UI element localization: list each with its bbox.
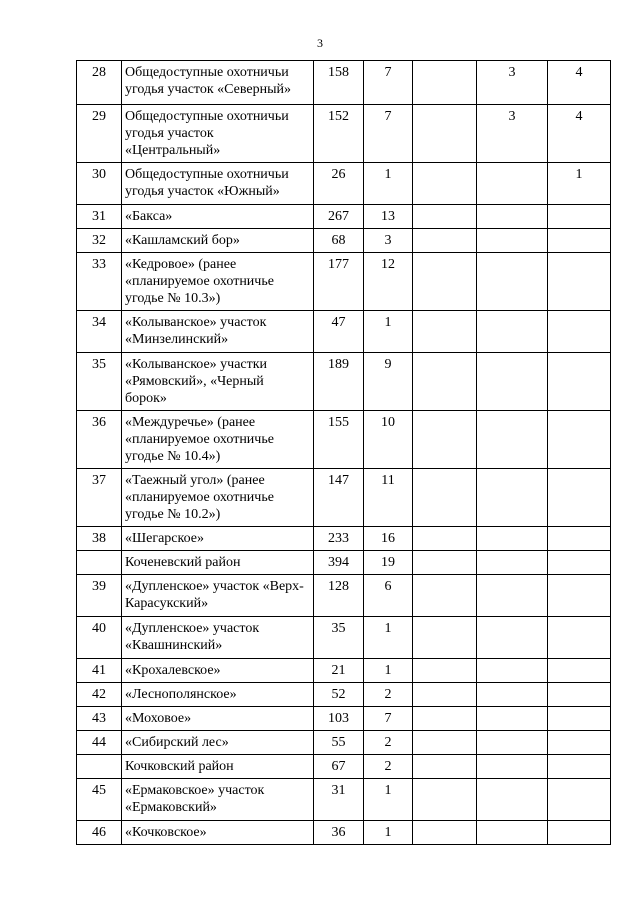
value-cell-5: 1 [548,163,611,205]
value-cell-3 [413,659,477,683]
row-number-cell: 36 [77,411,122,469]
ground-name-cell: «Дупленское» участок «Верх-Карасукский» [122,575,314,617]
row-number-cell: 43 [77,707,122,731]
value-cell-1: 52 [314,683,364,707]
table-row [77,253,611,311]
value-cell-3 [413,617,477,659]
value-cell-2: 7 [364,707,413,731]
ground-name-cell: «Таежный угол» (ранее «планируемое охотничье угодье № 10.2») [122,469,314,527]
row-number-cell: 40 [77,617,122,659]
value-cell-3 [413,205,477,229]
ground-name-cell: Общедоступные охотничьи угодья участок «Южный» [122,163,314,205]
value-cell-1: 31 [314,779,364,821]
row-number-cell: 33 [77,253,122,311]
value-cell-1: 47 [314,311,364,353]
value-cell-5: 4 [548,105,611,163]
row-number-cell: 37 [77,469,122,527]
value-cell-1: 147 [314,469,364,527]
value-cell-5 [548,411,611,469]
value-cell-1: 152 [314,105,364,163]
value-cell-4 [477,253,548,311]
ground-name-cell: «Сибирский лес» [122,731,314,755]
value-cell-4 [477,353,548,411]
value-cell-1: 233 [314,527,364,551]
value-cell-4 [477,707,548,731]
table-body [77,61,611,845]
value-cell-2: 2 [364,755,413,779]
table-row [77,527,611,551]
ground-name-cell: Коченевский район [122,551,314,575]
ground-name-cell: «Междуречье» (ранее «планируемое охотничье угодье № 10.4») [122,411,314,469]
value-cell-5 [548,617,611,659]
table-row [77,575,611,617]
value-cell-2: 9 [364,353,413,411]
hunting-grounds-table [76,60,611,845]
value-cell-1: 267 [314,205,364,229]
ground-name-cell: «Бакса» [122,205,314,229]
row-number-cell: 28 [77,61,122,105]
table-row [77,469,611,527]
value-cell-3 [413,575,477,617]
value-cell-2: 1 [364,163,413,205]
value-cell-5 [548,353,611,411]
value-cell-4 [477,755,548,779]
value-cell-2: 1 [364,659,413,683]
value-cell-1: 103 [314,707,364,731]
table-row [77,61,611,105]
value-cell-4 [477,551,548,575]
value-cell-3 [413,353,477,411]
value-cell-2: 2 [364,731,413,755]
value-cell-4 [477,411,548,469]
ground-name-cell: «Кочковское» [122,821,314,845]
page-number: 3 [317,36,323,50]
value-cell-3 [413,755,477,779]
value-cell-5 [548,311,611,353]
row-number-cell [77,755,122,779]
row-number-cell: 32 [77,229,122,253]
table-row [77,551,611,575]
value-cell-5 [548,683,611,707]
value-cell-3 [413,229,477,253]
value-cell-4 [477,229,548,253]
table-row [77,683,611,707]
table-row [77,707,611,731]
ground-name-cell: Общедоступные охотничьи угодья участок «Центральный» [122,105,314,163]
value-cell-3 [413,253,477,311]
value-cell-1: 21 [314,659,364,683]
value-cell-3 [413,311,477,353]
value-cell-1: 158 [314,61,364,105]
ground-name-cell: «Крохалевское» [122,659,314,683]
ground-name-cell: Общедоступные охотничьи угодья участок «Северный» [122,61,314,105]
value-cell-5 [548,821,611,845]
ground-name-cell: «Колыванское» участок «Минзелинский» [122,311,314,353]
value-cell-3 [413,411,477,469]
value-cell-1: 177 [314,253,364,311]
table-row [77,411,611,469]
value-cell-4 [477,659,548,683]
row-number-cell [77,551,122,575]
value-cell-5 [548,779,611,821]
table-row [77,205,611,229]
value-cell-1: 36 [314,821,364,845]
row-number-cell: 29 [77,105,122,163]
value-cell-3 [413,163,477,205]
value-cell-5 [548,731,611,755]
row-number-cell: 35 [77,353,122,411]
value-cell-4 [477,731,548,755]
value-cell-2: 1 [364,617,413,659]
table-row [77,105,611,163]
value-cell-5: 4 [548,61,611,105]
value-cell-4 [477,779,548,821]
table-row [77,779,611,821]
value-cell-2: 19 [364,551,413,575]
value-cell-2: 10 [364,411,413,469]
row-number-cell: 42 [77,683,122,707]
value-cell-1: 67 [314,755,364,779]
value-cell-2: 7 [364,61,413,105]
value-cell-3 [413,61,477,105]
value-cell-4 [477,527,548,551]
table-row [77,229,611,253]
ground-name-cell: «Кедровое» (ранее «планируемое охотничье угодье № 10.3») [122,253,314,311]
value-cell-1: 394 [314,551,364,575]
value-cell-3 [413,105,477,163]
value-cell-2: 1 [364,821,413,845]
value-cell-2: 6 [364,575,413,617]
value-cell-5 [548,575,611,617]
value-cell-5 [548,527,611,551]
table-row [77,353,611,411]
ground-name-cell: «Шегарское» [122,527,314,551]
value-cell-5 [548,551,611,575]
value-cell-2: 11 [364,469,413,527]
value-cell-3 [413,779,477,821]
row-number-cell: 44 [77,731,122,755]
value-cell-4 [477,683,548,707]
value-cell-5 [548,707,611,731]
ground-name-cell: «Колыванское» участки «Рямовский», «Черный борок» [122,353,314,411]
value-cell-3 [413,551,477,575]
value-cell-2: 2 [364,683,413,707]
value-cell-4: 3 [477,61,548,105]
ground-name-cell: «Кашламский бор» [122,229,314,253]
value-cell-4: 3 [477,105,548,163]
row-number-cell: 45 [77,779,122,821]
value-cell-1: 35 [314,617,364,659]
table-row [77,311,611,353]
value-cell-4 [477,617,548,659]
value-cell-5 [548,229,611,253]
value-cell-4 [477,163,548,205]
value-cell-2: 12 [364,253,413,311]
table-row [77,617,611,659]
value-cell-2: 1 [364,311,413,353]
value-cell-3 [413,469,477,527]
value-cell-2: 13 [364,205,413,229]
row-number-cell: 31 [77,205,122,229]
value-cell-2: 1 [364,779,413,821]
value-cell-5 [548,659,611,683]
value-cell-3 [413,683,477,707]
row-number-cell: 30 [77,163,122,205]
value-cell-1: 68 [314,229,364,253]
value-cell-3 [413,731,477,755]
row-number-cell: 41 [77,659,122,683]
value-cell-4 [477,205,548,229]
value-cell-1: 155 [314,411,364,469]
value-cell-1: 189 [314,353,364,411]
value-cell-3 [413,707,477,731]
value-cell-5 [548,469,611,527]
value-cell-4 [477,311,548,353]
row-number-cell: 39 [77,575,122,617]
value-cell-3 [413,527,477,551]
value-cell-4 [477,575,548,617]
table-row [77,755,611,779]
value-cell-1: 55 [314,731,364,755]
ground-name-cell: «Ермаковское» участок «Ермаковский» [122,779,314,821]
ground-name-cell: «Моховое» [122,707,314,731]
table-row [77,731,611,755]
value-cell-5 [548,205,611,229]
table-row [77,821,611,845]
value-cell-2: 3 [364,229,413,253]
row-number-cell: 46 [77,821,122,845]
value-cell-5 [548,253,611,311]
value-cell-1: 26 [314,163,364,205]
value-cell-5 [548,755,611,779]
value-cell-3 [413,821,477,845]
table-row [77,659,611,683]
value-cell-2: 16 [364,527,413,551]
value-cell-4 [477,469,548,527]
value-cell-1: 128 [314,575,364,617]
table-row [77,163,611,205]
row-number-cell: 34 [77,311,122,353]
ground-name-cell: Кочковский район [122,755,314,779]
row-number-cell: 38 [77,527,122,551]
value-cell-2: 7 [364,105,413,163]
ground-name-cell: «Дупленское» участок «Квашнинский» [122,617,314,659]
value-cell-4 [477,821,548,845]
ground-name-cell: «Леснополянское» [122,683,314,707]
